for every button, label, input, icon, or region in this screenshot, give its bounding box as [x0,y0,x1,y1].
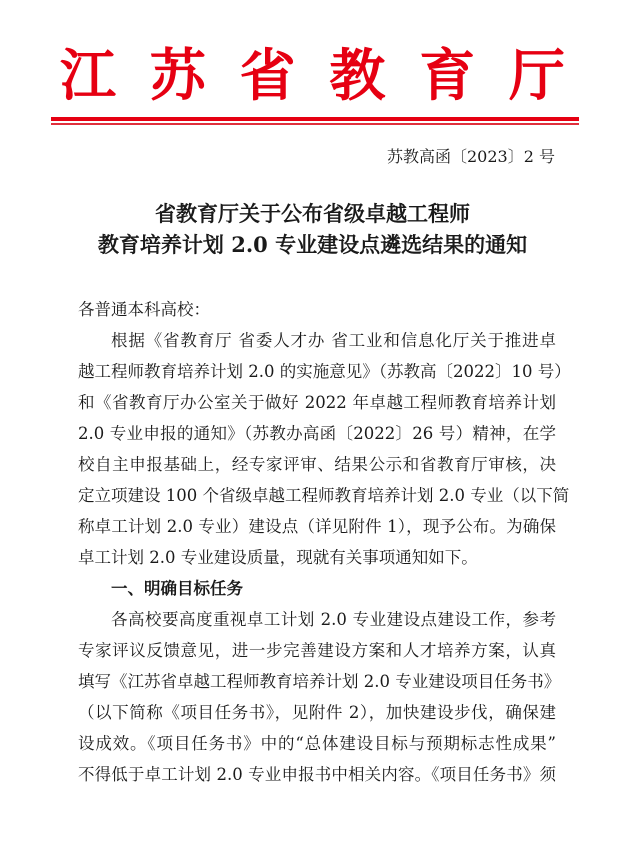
section-heading: 一、明确目标任务 [111,579,243,598]
paragraph-1 [78,325,571,573]
text-line: 根据《省教育厅 省委人才办 省工业和信息化厅关于推进卓 [111,331,556,350]
text-line: （以下简称《项目任务书》，见附件 2），加快建设步伐，确保建 [78,703,556,722]
text-line: 各高校要高度重视卓工计划 2.0 专业建设点建设工作，参考 [111,610,556,629]
text-line: 和《省教育厅办公室关于做好 2022 年卓越工程师教育培养计划 [78,393,556,412]
text-line: 不得低于卓工计划 2.0 专业申报书中相关内容。《项目任务书》须 [78,765,556,784]
text-line: 越工程师教育培养计划 2.0 的实施意见》（苏教高〔2022〕10 号） [78,362,571,381]
red-divider-thin [51,123,579,125]
masthead-char: 省 [239,43,296,109]
title-line-1: 省教育厅关于公布省级卓越工程师 [155,201,470,226]
masthead-char: 江 [60,43,116,109]
masthead-char: 苏 [149,43,206,109]
document-body [78,294,571,790]
document-title [0,198,625,260]
text-line: 2.0 专业申报的通知》（苏教办高函〔2022〕26 号）精神，在学 [78,424,556,443]
document-number: 苏教高函〔2023〕2 号 [387,147,555,166]
text-line: 填写《江苏省卓越工程师教育培养计划 2.0 专业建设项目任务书》 [78,672,561,691]
text-line: 设成效。《项目任务书》中的“总体建设目标与预期标志性成果” [78,734,556,753]
red-divider-thick [51,117,579,121]
title-line-2: 教育培养计划 2.0 专业建设点遴选结果的通知 [97,232,528,257]
text-line: 校自主申报基础上，经专家评审、结果公示和省教育厅审核，决 [78,455,556,474]
text-line: 称卓工计划 2.0 专业）建设点（详见附件 1），现予公布。为确保 [78,517,556,536]
text-line: 卓工计划 2.0 专业建设质量，现就有关事项通知如下。 [78,548,478,567]
text-line: 定立项建设 100 个省级卓越工程师教育培养计划 2.0 专业（以下简 [78,486,570,505]
masthead-jiangsu-education-department [60,44,565,108]
salutation: 各普通本科高校： [78,300,210,319]
masthead-char: 教 [329,43,386,109]
masthead-char: 厅 [508,43,565,109]
masthead-char: 育 [419,43,476,109]
text-line: 专家评议反馈意见，进一步完善建设方案和人才培养方案，认真 [78,641,556,660]
paragraph-2 [78,604,561,790]
